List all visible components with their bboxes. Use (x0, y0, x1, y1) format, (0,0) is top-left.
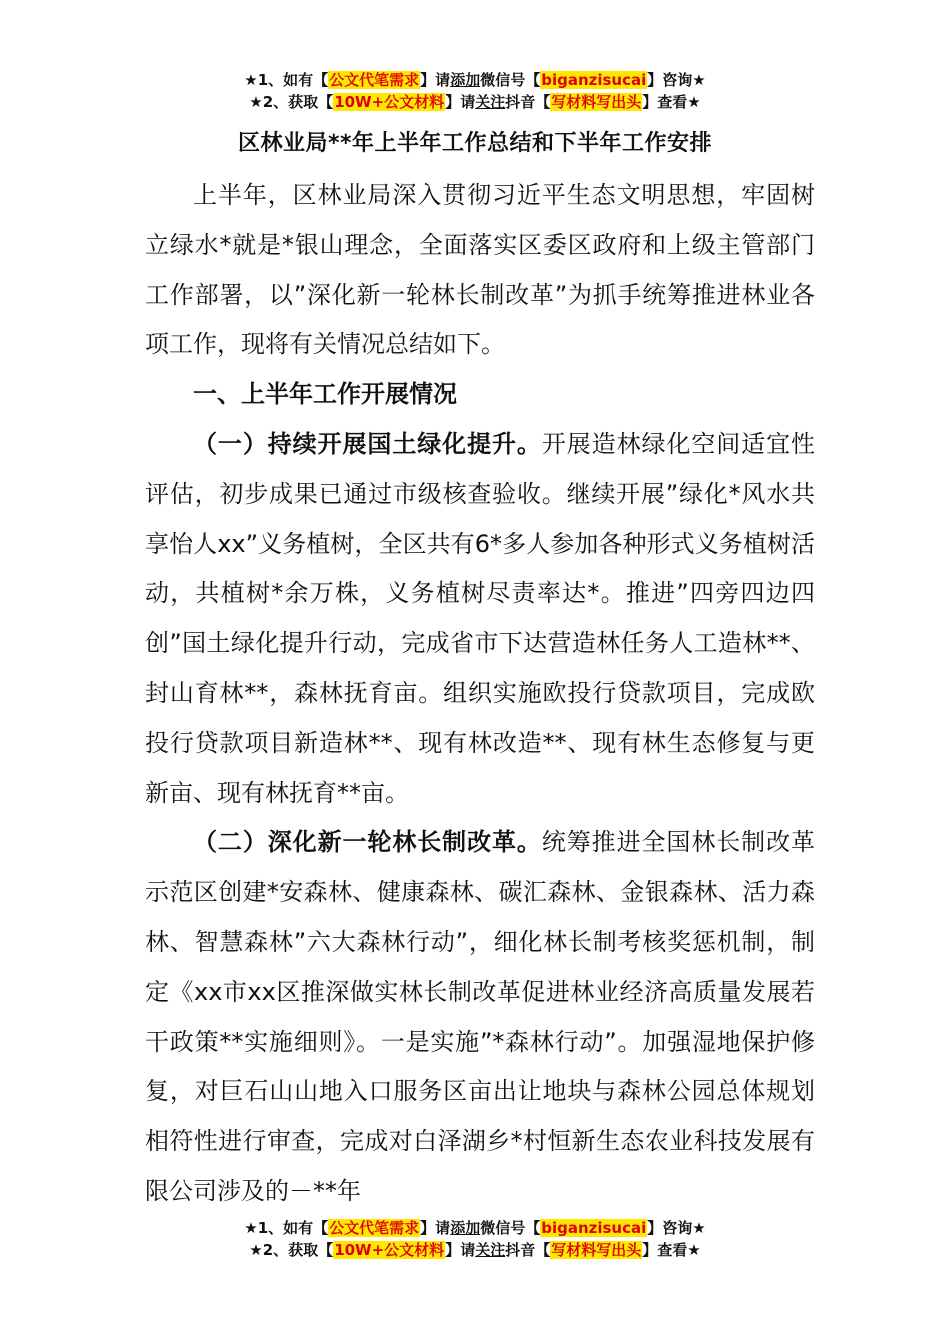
promo-text: 】咨询★ (647, 1219, 706, 1237)
promo-highlight: biganzisucai (541, 71, 647, 89)
promo-underlined: 添加 (450, 71, 481, 89)
item-2-text: 统筹推进全国林长制改革示范区创建*安森林、健康森林、碳汇森林、金银森林、活力森林、智慧森林”六大森林行动”，细化林长制考核奖惩机制，制定《xx市xx区推深做实林长制改革促进林业经济高质量发展若干政策**实施细则》。一是实施”*森林行动”。加强湿地保护修复，对巨石山山地入口服务区亩出让地块与森林公园总体规划相符性进行审查，完成对白泽湖乡*村恒新生态农业科技发展有限公司涉及的－**年 (145, 828, 816, 1205)
document-body (145, 171, 815, 1217)
item-1-heading: （一）持续开展国土绿化提升。 (193, 429, 542, 458)
promo-text: ★2、获取【 (249, 93, 334, 111)
promo-text: ★1、如有【 (244, 71, 329, 89)
promo-text: 】请 (420, 1219, 451, 1237)
promo-text: 抖音【 (505, 1241, 551, 1259)
top-promo-banner (0, 69, 950, 113)
promo-underlined: 关注 (475, 1241, 506, 1259)
promo-highlight: 写材料写出头 (551, 93, 642, 111)
item-1-text: 开展造林绿化空间适宜性评估，初步成果已通过市级核查验收。继续开展”绿化*风水共享怡人xx”义务植树，全区共有6*多人参加各种形式义务植树活动，共植树*余万株，义务植树尽责率达*。推进”四旁四边四创”国土绿化提升行动，完成省市下达营造林任务人工造林**、封山育林**，森林抚育亩。组织实施欧投行贷款项目，完成欧投行贷款项目新造林**、现有林改造**、现有林生态修复与更新亩、现有林抚育**亩。 (145, 429, 816, 807)
promo-underlined: 关注 (475, 93, 506, 111)
promo-highlight: 写材料写出头 (551, 1241, 642, 1259)
promo-text: 微信号【 (480, 71, 541, 89)
promo-highlight: biganzisucai (541, 1219, 647, 1237)
item-1-paragraph (145, 420, 815, 818)
promo-highlight: 公文代笔需求 (329, 1219, 420, 1237)
promo-underlined: 添加 (450, 1219, 481, 1237)
promo-highlight: 10W+公文材料 (334, 93, 445, 111)
promo-text: 】查看★ (642, 93, 701, 111)
intro-paragraph: 上半年，区林业局深入贯彻习近平生态文明思想，牢固树立绿水*就是*银山理念，全面落实区委区政府和上级主管部门工作部署，以”深化新一轮林长制改革”为抓手统筹推进林业各项工作，现将有关情况总结如下。 (145, 181, 815, 359)
promo-text: 】请 (445, 93, 476, 111)
item-2-heading: （二）深化新一轮林长制改革。 (193, 828, 542, 857)
promo-text: 抖音【 (505, 93, 551, 111)
promo-text: ★2、获取【 (249, 1241, 334, 1259)
promo-line-2 (0, 91, 950, 113)
promo-text: 微信号【 (480, 1219, 541, 1237)
promo-highlight: 公文代笔需求 (329, 71, 420, 89)
section-heading: 一、上半年工作开展情况 (193, 380, 457, 409)
promo-text: 】请 (445, 1241, 476, 1259)
promo-text: 】查看★ (642, 1241, 701, 1259)
promo-line-1 (0, 1217, 950, 1239)
promo-highlight: 10W+公文材料 (334, 1241, 445, 1259)
bottom-promo-banner (0, 1217, 950, 1261)
promo-text: ★1、如有【 (244, 1219, 329, 1237)
promo-line-1 (0, 69, 950, 91)
promo-text: 】请 (420, 71, 451, 89)
document-title: 区林业局**年上半年工作总结和下半年工作安排 (237, 131, 712, 156)
item-2-paragraph (145, 818, 815, 1216)
promo-line-2 (0, 1239, 950, 1261)
promo-text: 】咨询★ (647, 71, 706, 89)
